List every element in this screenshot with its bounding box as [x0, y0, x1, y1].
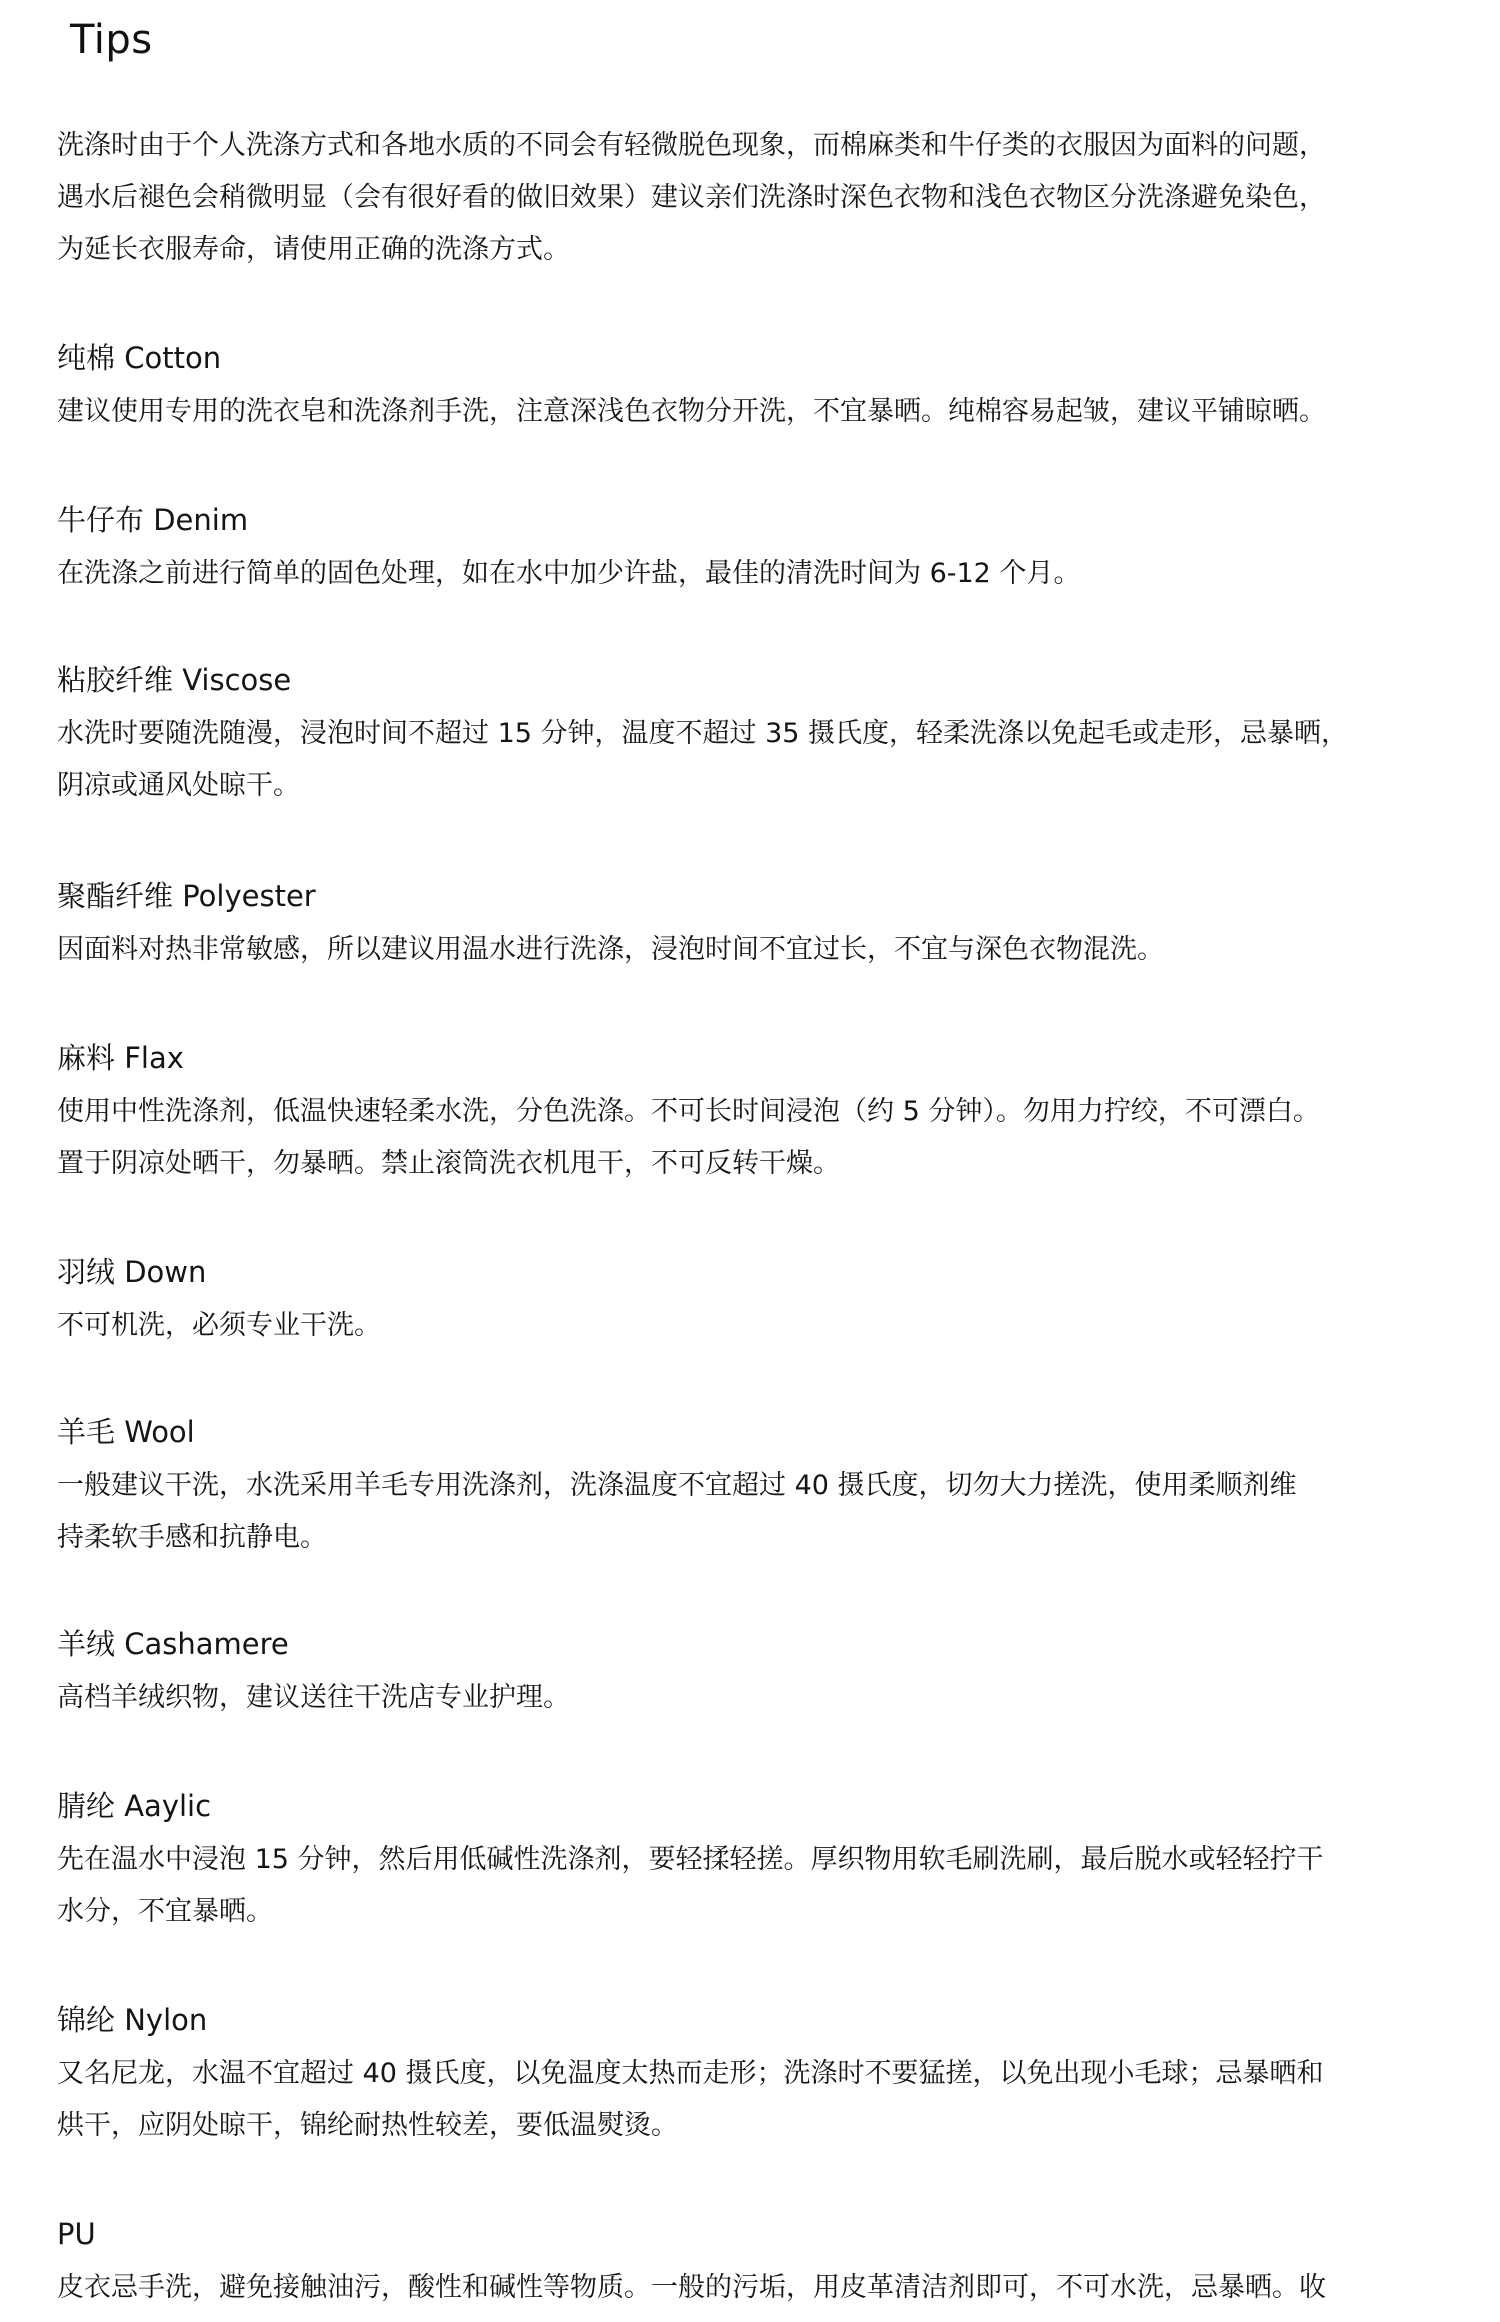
section-text: 阴凉或通风处晾干。	[57, 770, 300, 801]
section-text: 置于阴凉处晒干，勿暴晒。禁止滚筒洗衣机甩干，不可反转干燥。	[57, 1148, 840, 1179]
section-text: 烘干，应阴处晾干，锦纶耐热性较差，要低温熨烫。	[57, 2110, 678, 2141]
section-heading: 聚酯纤维 Polyester	[57, 879, 316, 913]
section-heading: 麻料 Flax	[57, 1041, 184, 1075]
section-down	[57, 1246, 1457, 1352]
section-pu	[57, 2208, 1457, 2314]
intro-line: 为延长衣服寿命，请使用正确的洗涤方式。	[57, 234, 570, 265]
section-text: 持柔软手感和抗静电。	[57, 1522, 327, 1553]
intro-line: 遇水后褪色会稍微明显（会有很好看的做旧效果）建议亲们洗涤时深色衣物和浅色衣物区分洗涤避免染色，	[57, 182, 1326, 213]
section-text: 又名尼龙，水温不宜超过 40 摄氏度，以免温度太热而走形；洗涤时不要猛搓，以免出现小毛球；忌暴晒和	[57, 2058, 1324, 2089]
section-wool	[57, 1406, 1457, 1564]
section-heading: PU	[57, 2217, 96, 2251]
section-heading: 羽绒 Down	[57, 1255, 207, 1289]
section-heading: 腈纶 Aaylic	[57, 1789, 212, 1823]
section-flax	[57, 1032, 1457, 1190]
section-heading: 粘胶纤维 Viscose	[57, 663, 292, 697]
section-acrylic	[57, 1780, 1457, 1938]
page-title: Tips	[70, 17, 153, 63]
section-heading: 牛仔布 Denim	[57, 503, 249, 537]
section-text: 先在温水中浸泡 15 分钟，然后用低碱性洗涤剂，要轻揉轻搓。厚织物用软毛刷洗刷，最后脱水或轻轻拧干	[57, 1844, 1324, 1875]
section-text: 使用中性洗涤剂，低温快速轻柔水洗，分色洗涤。不可长时间浸泡（约 5 分钟）。勿用力拧绞，不可漂白。	[57, 1096, 1320, 1127]
section-text: 高档羊绒织物，建议送往干洗店专业护理。	[57, 1682, 570, 1713]
section-text: 不可机洗，必须专业干洗。	[57, 1310, 381, 1341]
intro-paragraph	[57, 120, 1457, 276]
section-heading: 羊绒 Cashamere	[57, 1627, 289, 1661]
section-text: 一般建议干洗，水洗采用羊毛专用洗涤剂，洗涤温度不宜超过 40 摄氏度，切勿大力搓洗，使用柔顺剂维	[57, 1470, 1297, 1501]
section-cashmere	[57, 1618, 1457, 1724]
section-cotton	[57, 332, 1457, 438]
section-text: 建议使用专用的洗衣皂和洗涤剂手洗，注意深浅色衣物分开洗，不宜暴晒。纯棉容易起皱，建议平铺晾晒。	[57, 396, 1326, 427]
section-text: 因面料对热非常敏感，所以建议用温水进行洗涤，浸泡时间不宜过长，不宜与深色衣物混洗。	[57, 934, 1164, 965]
section-nylon	[57, 1994, 1457, 2152]
section-text: 在洗涤之前进行简单的固色处理，如在水中加少许盐，最佳的清洗时间为 6-12 个月。	[57, 558, 1081, 589]
section-text: 水洗时要随洗随漫，浸泡时间不超过 15 分钟，温度不超过 35 摄氏度，轻柔洗涤以免起毛或走形，忌暴晒，	[57, 718, 1349, 749]
section-viscose	[57, 654, 1457, 812]
section-polyester	[57, 870, 1457, 976]
section-denim	[57, 494, 1457, 600]
section-heading: 羊毛 Wool	[57, 1415, 195, 1449]
section-text: 水分，不宜暴晒。	[57, 1896, 273, 1927]
section-text: 皮衣忌手洗，避免接触油污，酸性和碱性等物质。一般的污垢，用皮革清洁剂即可，不可水洗，忌暴晒。收	[57, 2272, 1326, 2303]
section-heading: 纯棉 Cotton	[57, 341, 222, 375]
section-heading: 锦纶 Nylon	[57, 2003, 208, 2037]
intro-line: 洗涤时由于个人洗涤方式和各地水质的不同会有轻微脱色现象，而棉麻类和牛仔类的衣服因为面料的问题，	[57, 130, 1326, 161]
